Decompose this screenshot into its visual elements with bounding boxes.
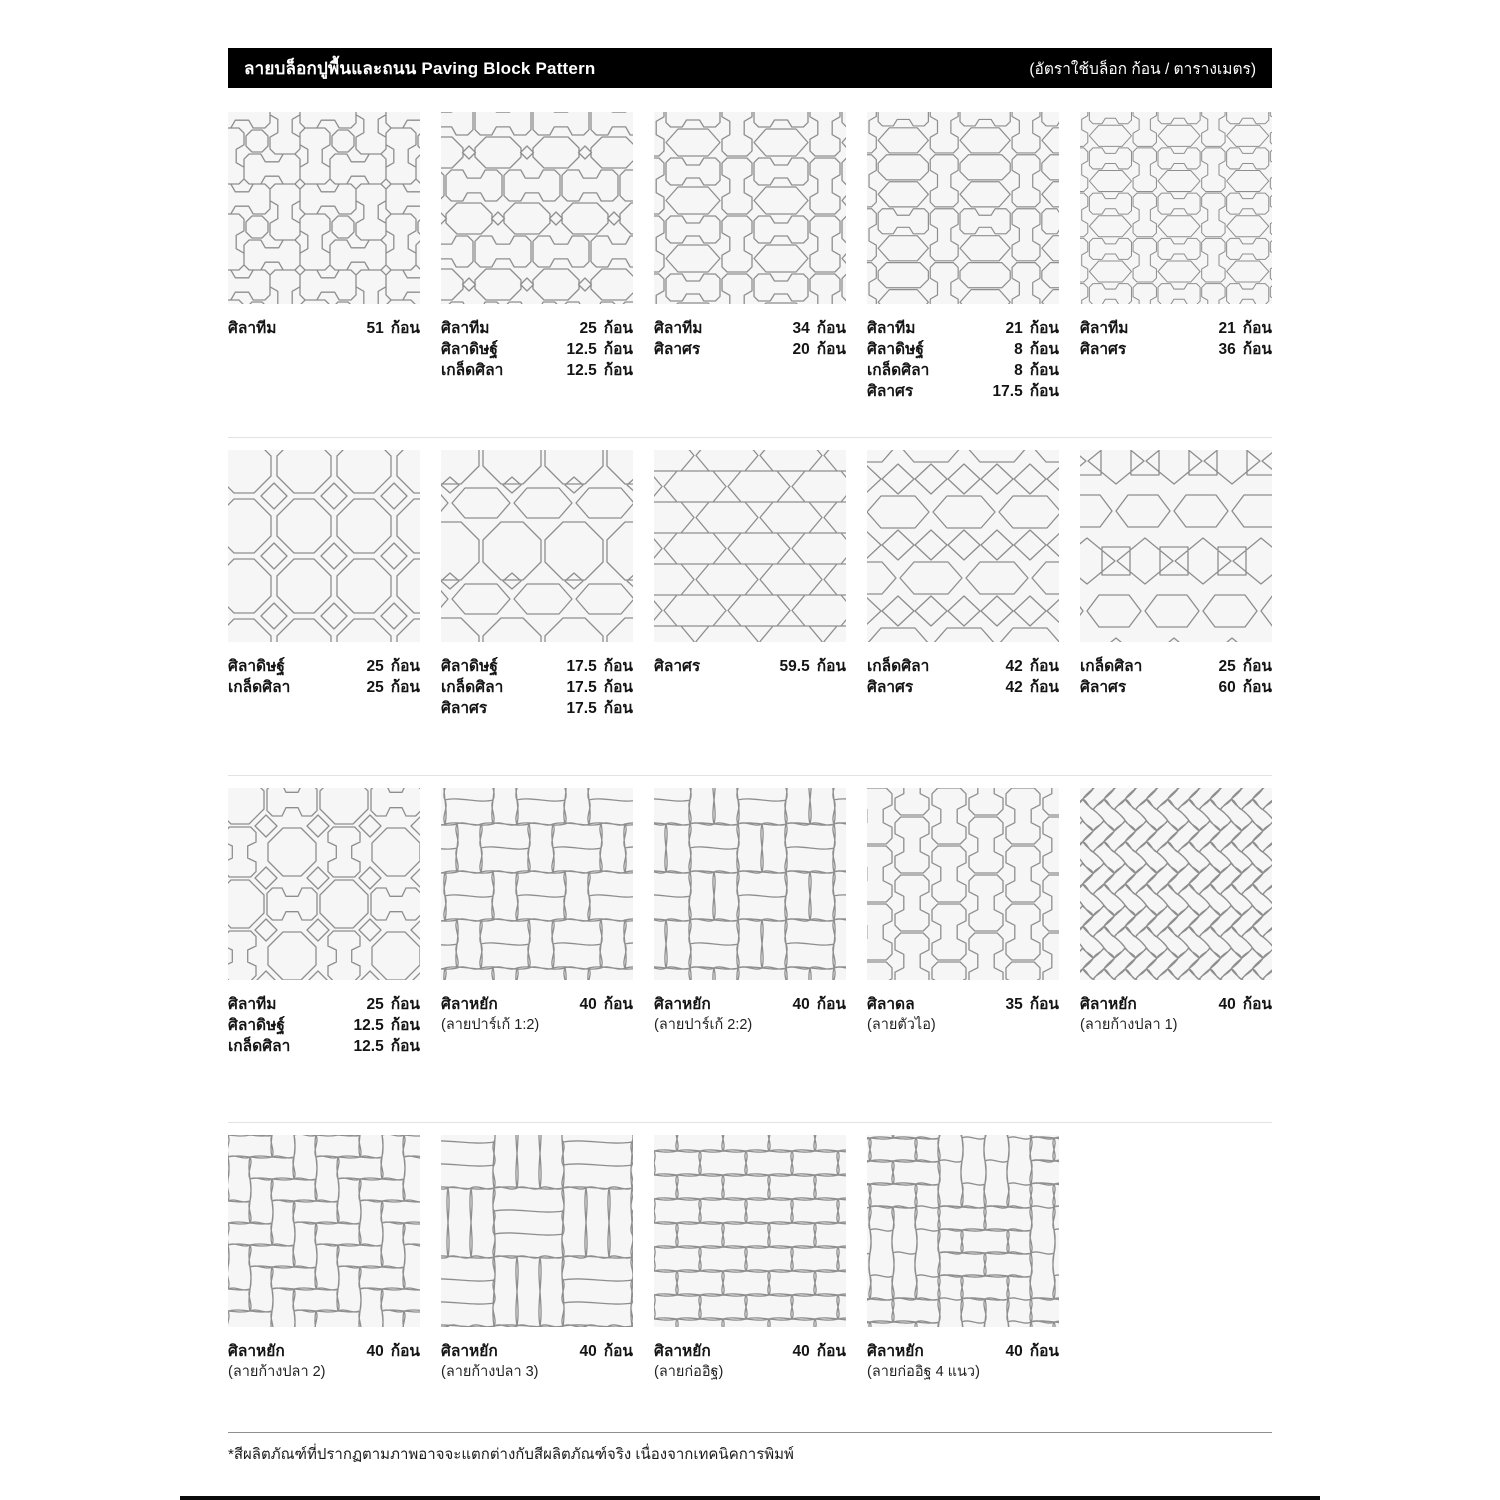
pattern-swatch	[867, 788, 1059, 980]
pattern-card	[228, 112, 420, 402]
pattern-spec-line	[441, 656, 633, 677]
pattern-spec-line	[1080, 656, 1272, 677]
pattern-spec-line	[1080, 339, 1272, 360]
pattern-card	[441, 112, 633, 402]
pattern-labels	[228, 994, 420, 1057]
pattern-note: (ลายก่ออิฐ)	[654, 1364, 724, 1380]
pattern-labels	[867, 656, 1059, 698]
pattern-spec-line	[441, 339, 633, 360]
pattern-spec-line	[1080, 994, 1272, 1015]
pattern-labels	[1080, 994, 1272, 1035]
pattern-name: เกล็ดศิลา	[867, 658, 930, 675]
pattern-qty: 59.5 ก้อน	[779, 658, 846, 675]
pattern-spec-line	[228, 677, 420, 698]
pattern-labels	[228, 1341, 420, 1382]
pattern-qty: 40 ก้อน	[792, 1343, 846, 1360]
pattern-spec-line	[228, 994, 420, 1015]
pattern-qty: 25 ก้อน	[366, 679, 420, 696]
pattern-qty: 40 ก้อน	[579, 1343, 633, 1360]
pattern-card	[441, 1135, 633, 1382]
pattern-spec-line	[441, 318, 633, 339]
pattern-qty: 21 ก้อน	[1005, 320, 1059, 337]
pattern-spec-line	[441, 994, 633, 1015]
pattern-spec-line	[441, 1341, 633, 1362]
row-divider	[228, 775, 1272, 776]
pattern-swatch	[1080, 788, 1272, 980]
pattern-spec-line	[228, 1341, 420, 1362]
pattern-qty: 8 ก้อน	[1014, 362, 1059, 379]
pattern-row-1	[228, 112, 1272, 402]
pattern-spec-line	[867, 339, 1059, 360]
pattern-labels	[654, 656, 846, 677]
pattern-spec-line	[441, 677, 633, 698]
pattern-name: ศิลาศร	[654, 341, 701, 358]
pattern-spec-line	[228, 1015, 420, 1036]
pattern-labels	[1080, 318, 1272, 360]
pattern-swatch	[228, 1135, 420, 1327]
pattern-note: (ลายก้างปลา 3)	[441, 1364, 539, 1380]
pattern-name: ศิลาทีม	[228, 320, 277, 337]
pattern-spec-line	[867, 318, 1059, 339]
pattern-swatch	[654, 112, 846, 304]
pattern-labels	[441, 656, 633, 719]
pattern-qty: 17.5 ก้อน	[566, 700, 633, 717]
pattern-card	[228, 1135, 420, 1382]
pattern-name: เกล็ดศิลา	[228, 679, 291, 696]
pattern-note: (ลายก่ออิฐ 4 แนว)	[867, 1364, 980, 1380]
pattern-name: ศิลาทีม	[441, 320, 490, 337]
pattern-name: เกล็ดศิลา	[1080, 658, 1143, 675]
pattern-qty: 40 ก้อน	[1005, 1343, 1059, 1360]
pattern-qty: 40 ก้อน	[792, 996, 846, 1013]
footer-divider	[228, 1432, 1272, 1433]
pattern-name: ศิลาหยัก	[228, 1343, 285, 1360]
pattern-spec-line	[1080, 677, 1272, 698]
pattern-spec-line	[228, 318, 420, 339]
pattern-qty: 34 ก้อน	[792, 320, 846, 337]
pattern-labels	[441, 994, 633, 1035]
pattern-name: ศิลาหยัก	[867, 1343, 924, 1360]
pattern-spec-line	[867, 360, 1059, 381]
pattern-name: ศิลาหยัก	[654, 1343, 711, 1360]
pattern-spec-line	[441, 698, 633, 719]
pattern-card	[867, 450, 1059, 719]
pattern-qty: 17.5 ก้อน	[566, 658, 633, 675]
pattern-note: (ลายปาร์เก้ 1:2)	[441, 1017, 540, 1033]
pattern-swatch	[1080, 450, 1272, 642]
pattern-spec-line	[867, 677, 1059, 698]
page-edge-bar	[180, 1496, 1320, 1500]
footnote-text: *สีผลิตภัณฑ์ที่ปรากฏตามภาพอาจจะแตกต่างกับสีผลิตภัณฑ์จริง เนื่องจากเทคนิคการพิมพ์	[228, 1446, 794, 1463]
pattern-card	[228, 450, 420, 719]
pattern-spec-line	[654, 318, 846, 339]
pattern-labels	[228, 656, 420, 698]
pattern-spec-line	[654, 339, 846, 360]
pattern-qty: 51 ก้อน	[366, 320, 420, 337]
pattern-name: ศิลาดิษฐ์	[441, 341, 498, 358]
pattern-labels	[441, 318, 633, 381]
pattern-card	[867, 788, 1059, 1057]
pattern-swatch	[654, 450, 846, 642]
pattern-qty: 12.5 ก้อน	[566, 362, 633, 379]
pattern-card	[654, 1135, 846, 1382]
pattern-spec-line	[867, 381, 1059, 402]
pattern-name: ศิลาศร	[1080, 679, 1127, 696]
pattern-qty: 25 ก้อน	[366, 996, 420, 1013]
page-title: ลายบล็อกปูพื้นและถนน Paving Block Pattern	[244, 58, 596, 78]
pattern-card	[1080, 450, 1272, 719]
pattern-swatch	[228, 788, 420, 980]
pattern-qty: 12.5 ก้อน	[353, 1017, 420, 1034]
pattern-spec-line	[654, 656, 846, 677]
pattern-qty: 35 ก้อน	[1005, 996, 1059, 1013]
pattern-spec-line	[867, 1341, 1059, 1362]
pattern-qty: 36 ก้อน	[1218, 341, 1272, 358]
pattern-name: ศิลาหยัก	[441, 996, 498, 1013]
pattern-row-3	[228, 788, 1272, 1057]
pattern-spec-line	[867, 656, 1059, 677]
pattern-card	[228, 788, 420, 1057]
pattern-swatch	[441, 112, 633, 304]
pattern-qty: 8 ก้อน	[1014, 341, 1059, 358]
pattern-spec-line	[441, 360, 633, 381]
pattern-card	[867, 112, 1059, 402]
pattern-spec-line	[654, 994, 846, 1015]
pattern-card	[654, 450, 846, 719]
pattern-card	[1080, 788, 1272, 1057]
pattern-name: เกล็ดศิลา	[441, 362, 504, 379]
pattern-note: (ลายก้างปลา 1)	[1080, 1017, 1178, 1033]
pattern-swatch	[228, 112, 420, 304]
pattern-name: ศิลาดิษฐ์	[441, 658, 498, 675]
pattern-labels	[654, 994, 846, 1035]
pattern-labels	[228, 318, 420, 339]
pattern-name: ศิลาศร	[654, 658, 701, 675]
pattern-swatch	[654, 788, 846, 980]
pattern-name: ศิลาดิษฐ์	[867, 341, 924, 358]
pattern-spec-line	[654, 1341, 846, 1362]
pattern-qty: 21 ก้อน	[1218, 320, 1272, 337]
pattern-qty: 40 ก้อน	[1218, 996, 1272, 1013]
pattern-labels	[654, 1341, 846, 1382]
pattern-card	[441, 450, 633, 719]
pattern-name: ศิลาทีม	[654, 320, 703, 337]
pattern-spec-line	[228, 656, 420, 677]
pattern-card	[441, 788, 633, 1057]
pattern-name: ศิลาทีม	[228, 996, 277, 1013]
pattern-swatch	[867, 450, 1059, 642]
pattern-spec-line	[1080, 318, 1272, 339]
pattern-card	[867, 1135, 1059, 1382]
pattern-name: ศิลาดล	[867, 996, 915, 1013]
pattern-qty: 40 ก้อน	[366, 1343, 420, 1360]
pattern-name: ศิลาหยัก	[654, 996, 711, 1013]
pattern-qty: 42 ก้อน	[1005, 679, 1059, 696]
pattern-qty: 40 ก้อน	[579, 996, 633, 1013]
pattern-row-2	[228, 450, 1272, 719]
pattern-name: ศิลาดิษฐ์	[228, 658, 285, 675]
pattern-swatch	[441, 450, 633, 642]
pattern-card	[654, 112, 846, 402]
pattern-swatch	[867, 112, 1059, 304]
pattern-qty: 60 ก้อน	[1218, 679, 1272, 696]
pattern-name: ศิลาดิษฐ์	[228, 1017, 285, 1034]
pattern-name: ศิลาหยัก	[1080, 996, 1137, 1013]
pattern-spec-line	[228, 1036, 420, 1057]
pattern-swatch	[1080, 112, 1272, 304]
pattern-labels	[867, 1341, 1059, 1382]
pattern-labels	[441, 1341, 633, 1382]
pattern-swatch	[867, 1135, 1059, 1327]
pattern-qty: 17.5 ก้อน	[992, 383, 1059, 400]
pattern-swatch	[441, 1135, 633, 1327]
pattern-spec-line	[867, 994, 1059, 1015]
pattern-qty: 25 ก้อน	[366, 658, 420, 675]
pattern-swatch	[441, 788, 633, 980]
pattern-name: เกล็ดศิลา	[867, 362, 930, 379]
pattern-name: เกล็ดศิลา	[441, 679, 504, 696]
pattern-note: (ลายก้างปลา 2)	[228, 1364, 326, 1380]
pattern-card	[1080, 112, 1272, 402]
header-bar	[228, 48, 1272, 88]
pattern-swatch	[654, 1135, 846, 1327]
pattern-name: ศิลาศร	[867, 383, 914, 400]
pattern-name: ศิลาศร	[1080, 341, 1127, 358]
pattern-name: ศิลาหยัก	[441, 1343, 498, 1360]
pattern-card	[654, 788, 846, 1057]
pattern-name: เกล็ดศิลา	[228, 1038, 291, 1055]
pattern-qty: 25 ก้อน	[579, 320, 633, 337]
rate-unit-note: (อัตราใช้บล็อก ก้อน / ตารางเมตร)	[1029, 60, 1256, 78]
pattern-labels	[867, 318, 1059, 402]
pattern-row-4	[228, 1135, 1272, 1382]
pattern-qty: 12.5 ก้อน	[353, 1038, 420, 1055]
pattern-name: ศิลาศร	[441, 700, 488, 717]
pattern-name: ศิลาศร	[867, 679, 914, 696]
pattern-qty: 25 ก้อน	[1218, 658, 1272, 675]
pattern-qty: 20 ก้อน	[792, 341, 846, 358]
pattern-qty: 42 ก้อน	[1005, 658, 1059, 675]
pattern-qty: 17.5 ก้อน	[566, 679, 633, 696]
row-divider	[228, 437, 1272, 438]
pattern-name: ศิลาทีม	[1080, 320, 1129, 337]
pattern-labels	[1080, 656, 1272, 698]
pattern-name: ศิลาทีม	[867, 320, 916, 337]
pattern-labels	[867, 994, 1059, 1035]
pattern-qty: 12.5 ก้อน	[566, 341, 633, 358]
pattern-labels	[654, 318, 846, 360]
pattern-note: (ลายปาร์เก้ 2:2)	[654, 1017, 753, 1033]
pattern-swatch	[228, 450, 420, 642]
pattern-note: (ลายตัวไอ)	[867, 1017, 936, 1033]
row-divider	[228, 1122, 1272, 1123]
